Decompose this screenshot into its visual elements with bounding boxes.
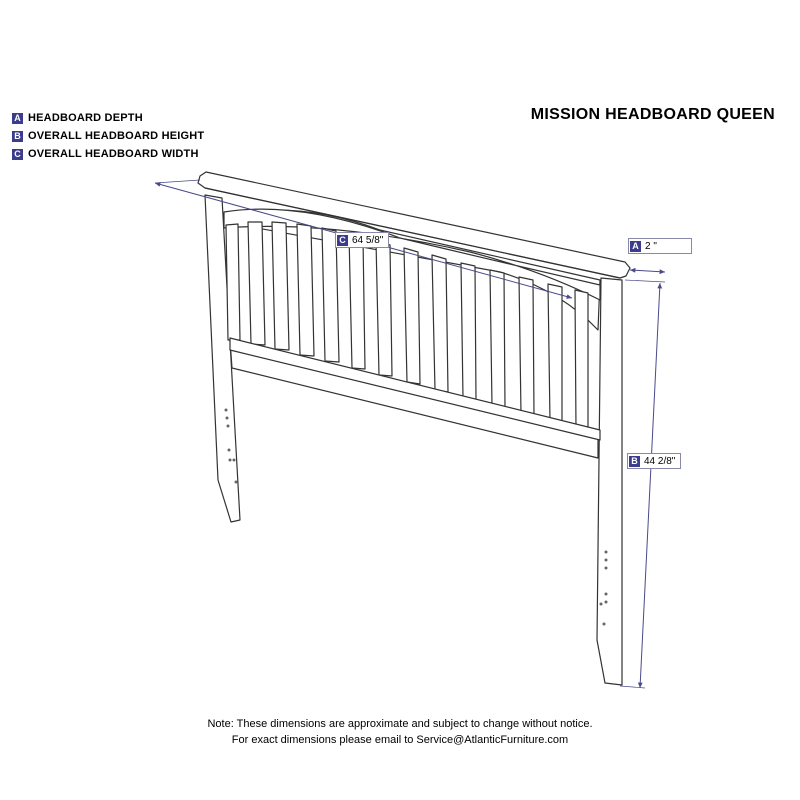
height-value: 44 2/8" [644,455,676,467]
legend-label-width: OVERALL HEADBOARD WIDTH [28,148,199,160]
depth-dimension-tag [628,238,692,254]
headboard-drawing [198,172,630,685]
height-dimension-line [640,283,660,688]
dimension-note [0,716,800,748]
note-line-2: For exact dimensions please email to Service@AtlanticFurniture.com [231,734,569,746]
depth-tag-key: A [630,241,641,252]
legend-item-width [12,146,204,162]
legend-key-c: C [12,149,23,160]
note-line-1: Note: These dimensions are approximate and subject to change without notice. [207,718,593,730]
product-title: MISSION HEADBOARD QUEEN [530,106,775,123]
width-value: 64 5/8" [352,234,384,246]
legend-key-b: B [12,131,23,142]
depth-dimension-line [630,270,665,272]
legend-key-a: A [12,113,23,124]
legend-item-height [12,128,204,144]
height-tag-key: B [629,456,640,467]
legend-label-depth: HEADBOARD DEPTH [28,112,143,124]
width-tag-key: C [337,235,348,246]
legend-label-height: OVERALL HEADBOARD HEIGHT [28,130,205,142]
height-dimension-tag [627,453,681,469]
dimension-legend [12,110,204,164]
depth-value: 2 " [645,240,657,252]
right-leg [597,278,622,685]
width-dimension-tag [335,232,389,248]
legend-item-depth [12,110,204,126]
